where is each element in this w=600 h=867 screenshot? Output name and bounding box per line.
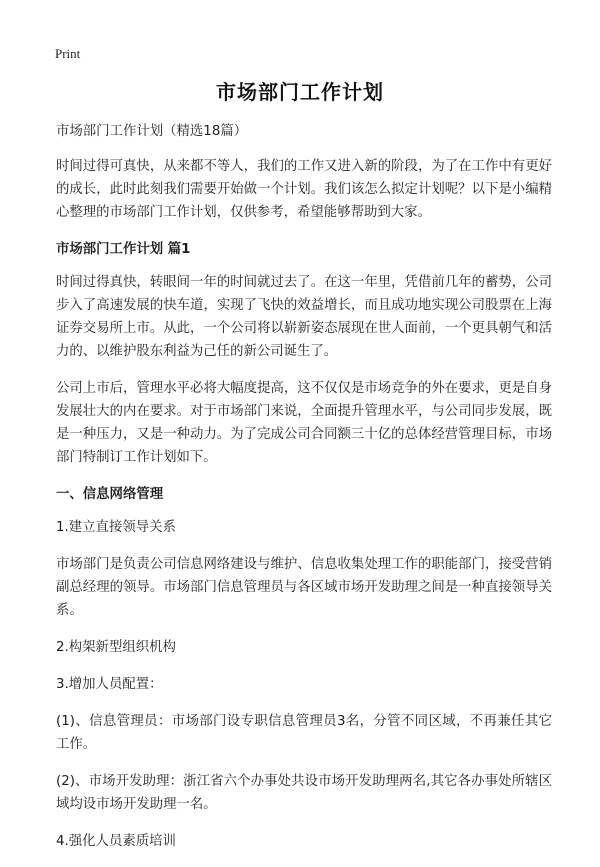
section-title: 市场部门工作计划 篇1 (56, 242, 191, 257)
print-link[interactable]: Print (55, 46, 81, 61)
body-paragraph-2: 公司上市后，管理水平必将大幅度提高，这不仅仅是市场竞争的外在要求，更是自身发展壮大的内在要求。对于市场部门来说，全面提升管理水平，与公司同步发展，既是一种压力，又是一种动力。为了完成公司合同额三十亿的总体经营管理目标，市场部门特制订工作计划如下。 (56, 381, 552, 465)
document-body (56, 120, 552, 867)
section-heading-1: 一、信息网络管理 (56, 487, 164, 502)
document-subtitle: 市场部门工作计划（精选18篇） (56, 124, 248, 139)
body-paragraph-1: 时间过得真快，转眼间一年的时间就过去了。在这一年里，凭借前几年的蓄势，公司步入了高速发展的快车道，实现了飞快的效益增长，而且成功地实现公司股票在上海证券交易所上市。从此，一个公司将以崭新姿态展现在世人面前，一个更具朝气和活力的、以维护股东利益为己任的新公司诞生了。 (56, 275, 552, 359)
list-item-2: 2.构架新型组织机构 (56, 640, 176, 655)
list-item-4: 4.强化人员素质培训 (56, 834, 176, 849)
list-item-3: 3.增加人员配置： (56, 677, 163, 692)
intro-paragraph: 时间过得可真快，从来都不等人，我们的工作又进入新的阶段，为了在工作中有更好的成长，此时此刻我们需要开始做一个计划。我们该怎么拟定计划呢？以下是小编精心整理的市场部门工作计划，仅供参考，希望能够帮助到大家。 (56, 159, 552, 220)
sub-list-item-2: (2)、市场开发助理：浙江省六个办事处共设市场开发助理两名,其它各办事处所辖区域均设市场开发助理一名。 (56, 774, 552, 812)
page-title: 市场部门工作计划 (216, 80, 384, 104)
body-paragraph-3: 市场部门是负责公司信息网络建设与维护、信息收集处理工作的职能部门，接受营销副总经理的领导。市场部门信息管理员与各区域市场开发助理之间是一种直接领导关系。 (56, 557, 552, 618)
sub-list-item-1: (1)、信息管理员：市场部门设专职信息管理员3名，分管不同区域，不再兼任其它工作。 (56, 714, 552, 752)
list-item-1: 1.建立直接领导关系 (56, 520, 176, 535)
